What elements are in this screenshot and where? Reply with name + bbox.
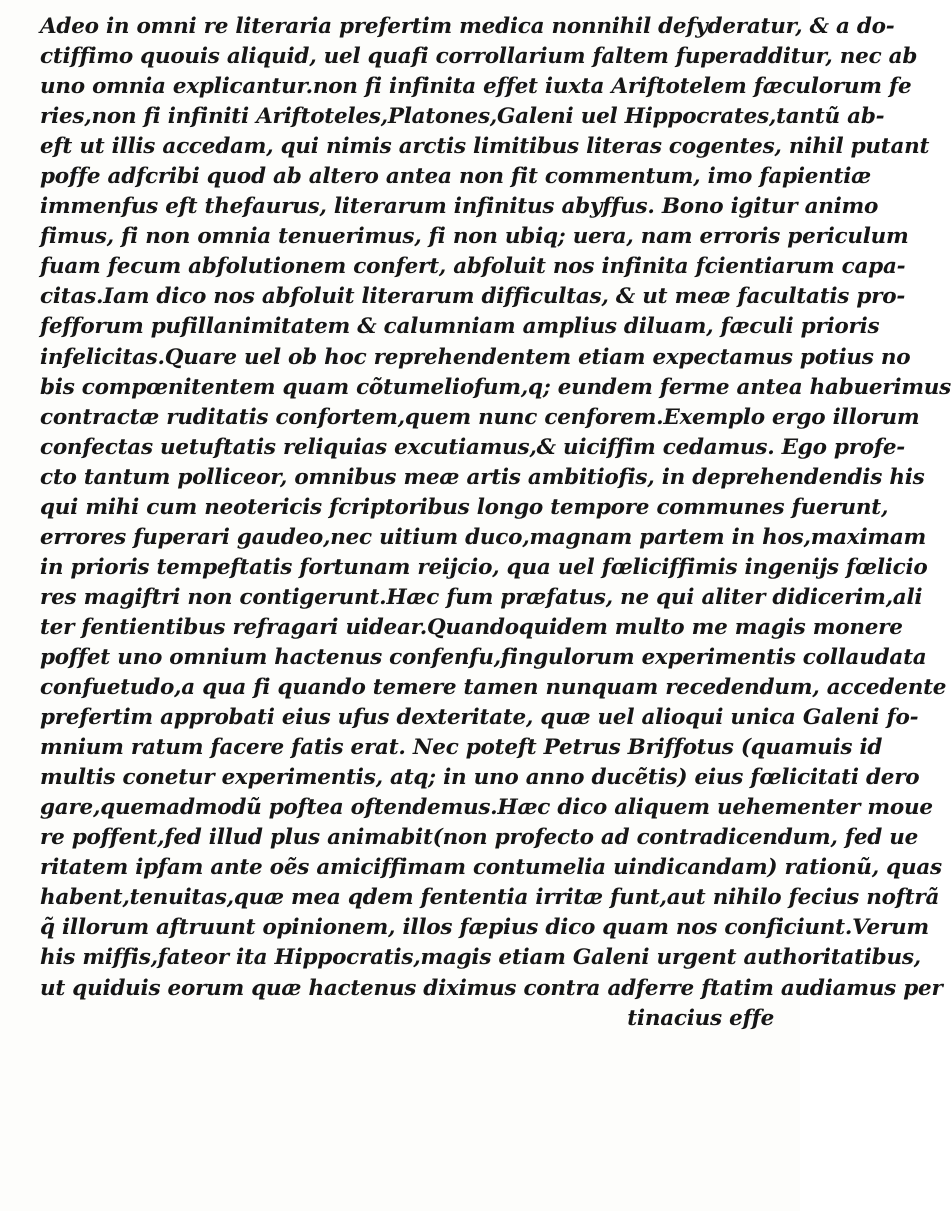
text-line: Adeo in omni re literaria prefertim medica nonnihil defyderatur, & a do-: [40, 14, 895, 39]
text-line: citas.Iam dico nos abfoluit literarum difficultas, & ut meæ facultatis pro-: [40, 284, 906, 310]
text-line: re poffent,fed illud plus animabit(non profecto ad contradicendum, fed ue: [40, 825, 919, 851]
text-line: eft ut illis accedam, qui nimis arctis limitibus literas cogentes, nihil putant: [40, 134, 930, 160]
text-line: res magiftri non contigerunt.Hæc fum præfatus, ne qui aliter didicerim,ali: [40, 584, 923, 610]
text-line: contractæ ruditatis confortem,quem nunc cenforem.Exemplo ergo illorum: [40, 404, 920, 430]
text-line: confectas uetuftatis reliquias excutiamus,& uiciffim cedamus. Ego profe-: [40, 434, 905, 460]
text-line: cto tantum polliceor, omnibus meæ artis ambitiofis, in deprehendendis his: [40, 464, 925, 490]
latin-paragraph: [40, 12, 951, 1034]
text-line: ries,non fi infiniti Ariftoteles,Platones,Galeni uel Hippocrates,tantũ ab-: [40, 104, 885, 130]
text-line: mnium ratum facere fatis erat. Nec poteft Petrus Briffotus (quamuis id: [40, 735, 883, 761]
text-line: his miffis,fateor ita Hippocratis,magis etiam Galeni urgent authoritatibus,: [40, 945, 921, 971]
text-line: uno omnia explicantur.non fi infinita effet iuxta Ariftotelem fæculorum fe: [40, 74, 912, 100]
text-line: errores fuperari gaudeo,nec uitium duco,magnam partem in hos,maximam: [40, 524, 927, 550]
text-line: habent,tenuitas,quæ mea qdem fententia irritæ funt,aut nihilo fecius noftrã: [40, 885, 940, 911]
text-line: prefertim approbati eius ufus dexteritate, quæ uel alioqui unica Galeni fo-: [40, 705, 919, 731]
text-line: fuam fecum abfolutionem confert, abfoluit nos infinita fcientiarum capa-: [40, 254, 906, 280]
text-line: fefforum pufillanimitatem & calumniam amplius diluam, fæculi prioris: [40, 314, 880, 340]
text-line: ut quiduis eorum quæ hactenus diximus contra adferre ftatim audiamus per: [40, 975, 943, 1001]
text-line: gare,quemadmodũ poftea oftendemus.Hæc dico aliquem uehementer moue: [40, 795, 933, 821]
text-line: immenfus eft thefaurus, literarum infinitus abyffus. Bono igitur animo: [40, 194, 879, 220]
text-line: in prioris tempeftatis fortunam reijcio, qua uel fœliciffimis ingenijs fœlicio: [40, 554, 928, 580]
text-line: bis compœnitentem quam cõtumeliofum,q; eundem ferme antea habuerimus: [40, 374, 951, 400]
text-line: poffe adfcribi quod ab altero antea non fit commentum, imo fapientiæ: [40, 164, 871, 190]
text-line: q̃ illorum aftruunt opinionem, illos fæpius dico quam nos conficiunt.Verum: [40, 915, 929, 941]
text-line: ritatem ipfam ante oẽs amiciffimam contumelia uindicandam) rationũ, quas: [40, 855, 942, 881]
text-line: multis conetur experimentis, atq; in uno anno ducẽtis) eius fœlicitati dero: [40, 765, 920, 791]
text-line: confuetudo,a qua fi quando temere tamen nunquam recedendum, accedente: [40, 675, 947, 701]
text-line: ctiffimo quouis aliquid, uel quafi corrollarium faltem fuperadditur, nec ab: [40, 44, 918, 70]
text-line: fimus, fi non omnia tenuerimus, fi non ubiq; uera, nam erroris periculum: [40, 224, 909, 250]
text-line: infelicitas.Quare uel ob hoc reprehendentem etiam expectamus potius no: [40, 344, 911, 370]
text-line: qui mihi cum neotericis fcriptoribus longo tempore communes fuerunt,: [40, 494, 889, 520]
text-line: poffet uno omnium hactenus confenfu,fingulorum experimentis collaudata: [40, 644, 927, 670]
catchword-line: tinacius effe: [627, 1005, 774, 1031]
text-line: ter fentientibus refragari uidear.Quandoquidem multo me magis monere: [40, 614, 903, 640]
